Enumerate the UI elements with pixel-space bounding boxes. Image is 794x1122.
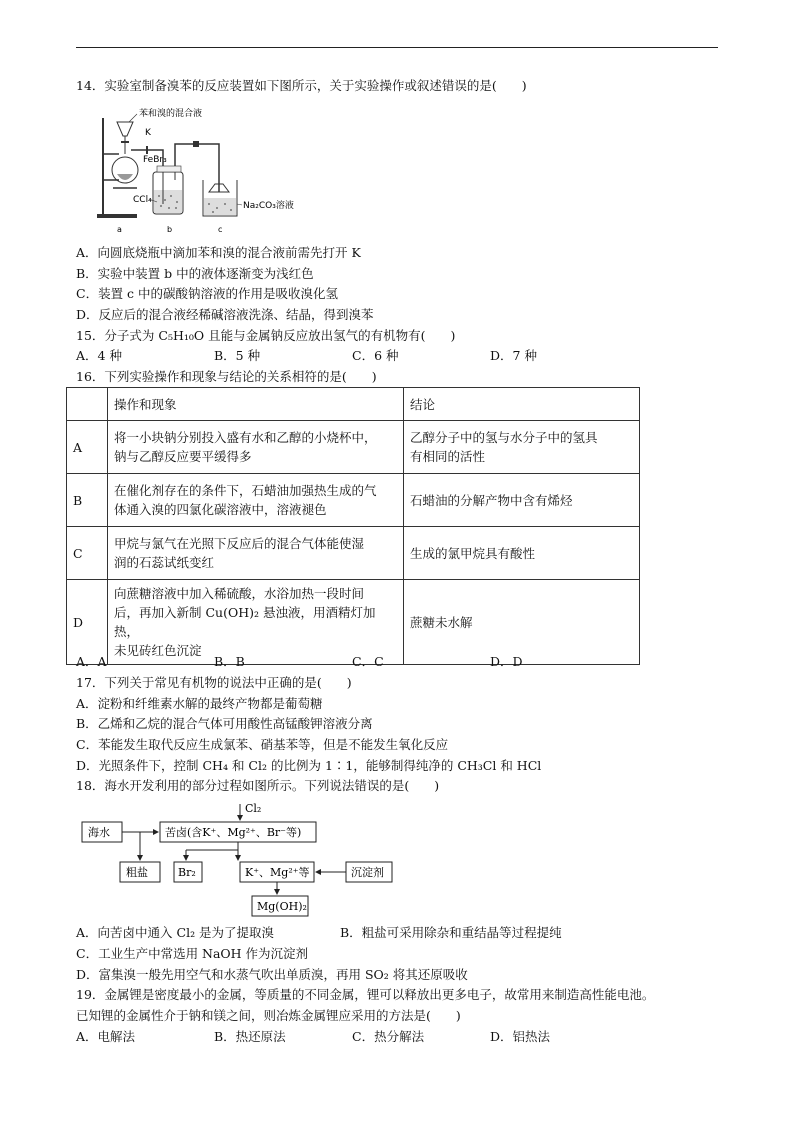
- precipitant-label: 沉淀剂: [351, 866, 384, 879]
- row-operation: 在催化剂存在的条件下，石蜡油加强热生成的气 体通入溴的四氯化碳溶液中，溶液褪色: [108, 474, 404, 527]
- q16-stem: 16．下列实验操作和现象与结论的关系相符的是( ): [76, 369, 377, 384]
- q16-option-d: D．D: [490, 654, 523, 669]
- q18-option-d: D．富集溴一般先用空气和水蒸气吹出单质溴，再用 SO₂ 将其还原吸收: [76, 967, 468, 982]
- q18-option-c: C．工业生产中常选用 NaOH 作为沉淀剂: [76, 946, 309, 961]
- table-row: [67, 421, 640, 474]
- q16-option-b: B．B: [214, 654, 245, 669]
- row-operation: 甲烷与氯气在光照下反应后的混合气体能使湿 润的石蕊试纸变红: [108, 527, 404, 580]
- table-header-row: [67, 388, 640, 421]
- q15-stem: 15．分子式为 C₅H₁₀O 且能与金属钠反应放出氢气的有机物有( ): [76, 328, 456, 343]
- q15-option-b: B．5 种: [214, 348, 261, 363]
- header-cell-label: [67, 388, 108, 421]
- row-label: C: [67, 527, 108, 580]
- row-label: A: [67, 421, 108, 474]
- q16-option-c: C．C: [352, 654, 384, 669]
- row-operation: 向蔗糖溶液中加入稀硫酸，水浴加热一段时间 后，再加入新制 Cu(OH)₂ 悬浊液，用酒精灯加热， 未见砖红色沉淀: [108, 580, 404, 665]
- mgoh2-label: Mg(OH)₂: [257, 900, 307, 913]
- label-c: c: [218, 225, 223, 234]
- q18-flow-diagram: [80, 800, 400, 920]
- seawater-label: 海水: [88, 826, 110, 839]
- q18-stem: 18．海水开发利用的部分过程如图所示。下列说法错误的是( ): [76, 778, 440, 793]
- q19-option-a: A．电解法: [76, 1029, 136, 1044]
- label-a: a: [117, 225, 122, 234]
- q17-stem: 17．下列关于常见有机物的说法中正确的是( ): [76, 675, 352, 690]
- q15-option-d: D．7 种: [490, 348, 537, 363]
- q17-option-d: D．光照条件下，控制 CH₄ 和 Cl₂ 的比例为 1∶1，能够制得纯净的 CH₃Cl 和 HCl: [76, 758, 542, 773]
- outlet-tube: [175, 144, 219, 192]
- q17-option-a: A．淀粉和纤维素水解的最终产物都是葡萄糖: [76, 696, 323, 711]
- q14-stem: 14．实验室制备溴苯的反应装置如下图所示，关于实验操作或叙述错误的是( ): [76, 78, 527, 93]
- ccl4-label: CCl₄: [133, 195, 152, 205]
- q14-apparatus-figure: [93, 104, 313, 236]
- q15-option-a: A．4 种: [76, 348, 122, 363]
- q18-option-a: A．向苦卤中通入 Cl₂ 是为了提取溴: [76, 925, 275, 940]
- q17-option-c: C．苯能发生取代反应生成氯苯、硝基苯等，但是不能发生氧化反应: [76, 737, 449, 752]
- q14-option-d: D．反应后的混合液经稀碱溶液洗涤、结晶，得到溴苯: [76, 307, 374, 322]
- row-conclusion: 蔗糖未水解: [404, 580, 640, 665]
- q16-table: [66, 387, 640, 665]
- q14-option-a: A．向圆底烧瓶中滴加苯和溴的混合液前需先打开 K: [76, 245, 361, 260]
- table-row: [67, 527, 640, 580]
- row-conclusion: 生成的氯甲烷具有酸性: [404, 527, 640, 580]
- q18-options-ab: [76, 924, 716, 942]
- q17-option-b: B．乙烯和乙烷的混合气体可用酸性高锰酸钾溶液分离: [76, 716, 373, 731]
- q15-option-c: C．6 种: [352, 348, 399, 363]
- catalyst-label: FeBr₃: [143, 155, 167, 165]
- stand-base: [97, 214, 137, 218]
- q14-option-b: B．实验中装置 b 中的液体逐渐变为浅红色: [76, 266, 314, 281]
- q16-options: [76, 653, 636, 671]
- funnel-label: 苯和溴的混合液: [139, 109, 203, 119]
- header-cell-operation: 操作和现象: [108, 388, 404, 421]
- bittern-label: 苦卤(含K⁺、Mg²⁺、Br⁻等): [165, 826, 302, 839]
- table-row: [67, 474, 640, 527]
- header-cell-conclusion: 结论: [404, 388, 640, 421]
- label-b: b: [167, 225, 173, 234]
- cl2-label: Cl₂: [245, 802, 262, 815]
- beaker-label: Na₂CO₃溶液: [243, 201, 294, 211]
- q14-option-c: C．装置 c 中的碳酸钠溶液的作用是吸收溴化氢: [76, 286, 339, 301]
- q19-option-b: B．热还原法: [214, 1029, 286, 1044]
- k-label: K: [145, 128, 151, 138]
- dropping-funnel: [117, 122, 133, 136]
- ions-label: K⁺、Mg²⁺等: [245, 866, 310, 879]
- row-conclusion: 石蜡油的分解产物中含有烯烃: [404, 474, 640, 527]
- q18-option-b: B．粗盐可采用除杂和重结晶等过程提纯: [340, 925, 562, 940]
- row-label: B: [67, 474, 108, 527]
- q19-option-d: D．铝热法: [490, 1029, 551, 1044]
- q19-option-c: C．热分解法: [352, 1029, 425, 1044]
- q19-options: [76, 1028, 636, 1046]
- row-operation: 将一小块钠分别投入盛有水和乙醇的小烧杯中， 钠与乙醇反应要平缓得多: [108, 421, 404, 474]
- br2-label: Br₂: [178, 866, 196, 879]
- crude-salt-label: 粗盐: [126, 866, 148, 879]
- q16-option-a: A．A: [76, 654, 107, 669]
- row-conclusion: 乙醇分子中的氢与水分子中的氢具 有相同的活性: [404, 421, 640, 474]
- table-row: [67, 580, 640, 665]
- q15-options: [76, 347, 636, 365]
- header-rule: [76, 47, 718, 48]
- row-label: D: [67, 580, 108, 665]
- q19-stem-line1: 19．金属锂是密度最小的金属，等质量的不同金属，锂可以释放出更多电子，故常用来制造高性能电池。: [76, 987, 655, 1002]
- q19-stem-line2: 已知锂的金属性介于钠和镁之间，则冶炼金属锂应采用的方法是( ): [76, 1008, 461, 1023]
